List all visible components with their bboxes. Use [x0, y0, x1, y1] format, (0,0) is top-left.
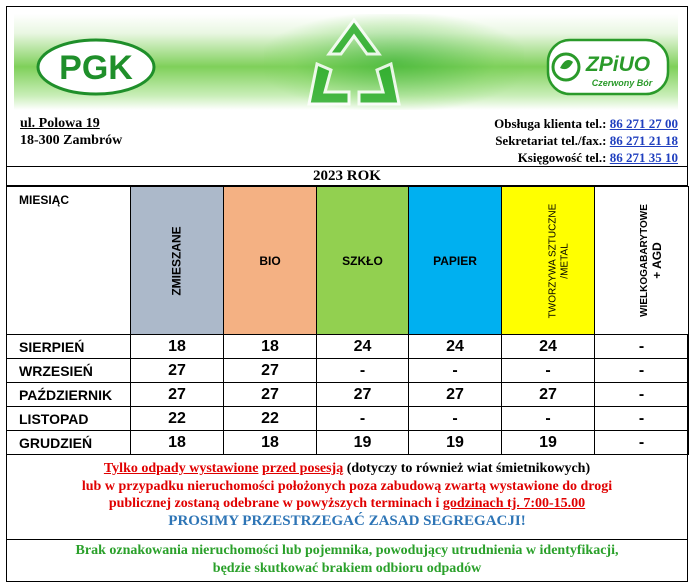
- date-cell: -: [409, 359, 502, 383]
- date-cell: -: [595, 359, 689, 383]
- table-header-row: [7, 187, 689, 335]
- header-banner: [14, 14, 678, 110]
- address-city: 18-300 Zambrów: [20, 133, 123, 148]
- date-cell: -: [409, 407, 502, 431]
- contact-accounting: [494, 149, 678, 166]
- phone-link[interactable]: 86 271 35 10: [609, 150, 678, 165]
- column-header-szklo: SZKŁO: [317, 187, 409, 335]
- schedule-title: 2023 ROK: [6, 166, 688, 186]
- phone-link[interactable]: 86 271 21 18: [609, 133, 678, 148]
- date-cell: 18: [224, 335, 317, 359]
- date-cell: -: [595, 383, 689, 407]
- date-cell: -: [502, 359, 595, 383]
- column-header-tworzywa: TWORZYWA SZTUCZNE /METAL: [502, 187, 595, 335]
- footer-line-1: Brak oznakowania nieruchomości lub pojemnika, powodujący utrudnienia w identyfikacji,: [75, 543, 619, 558]
- table-row: [7, 359, 689, 383]
- date-cell: 22: [131, 407, 224, 431]
- date-cell: 27: [317, 383, 409, 407]
- date-cell: 27: [224, 359, 317, 383]
- date-cell: 24: [409, 335, 502, 359]
- contact-label: Obsługa klienta tel.:: [494, 116, 607, 131]
- date-cell: -: [317, 407, 409, 431]
- date-cell: 27: [502, 383, 595, 407]
- date-cell: -: [317, 359, 409, 383]
- column-header-zmieszane: ZMIESZANE: [131, 187, 224, 335]
- month-cell: PAŹDZIERNIK: [7, 383, 131, 407]
- contact-customer-service: [494, 115, 678, 132]
- date-cell: 27: [224, 383, 317, 407]
- month-column-header: MIESIĄC: [7, 187, 131, 335]
- segregation-slogan: PROSIMY PRZESTRZEGAĆ ZASAD SEGREGACJI!: [168, 512, 526, 529]
- notice-line-2: lub w przypadku nieruchomości położonych poza zabudową zwartą wystawione do drogi: [81, 478, 613, 494]
- date-cell: 18: [131, 335, 224, 359]
- month-cell: SIERPIEŃ: [7, 335, 131, 359]
- zpiuo-logo: [546, 38, 670, 96]
- table-row: [7, 431, 689, 455]
- footer-warning: [6, 542, 688, 578]
- date-cell: 27: [131, 359, 224, 383]
- company-address: [20, 115, 122, 149]
- date-cell: 19: [409, 431, 502, 455]
- column-header-papier: PAPIER: [409, 187, 502, 335]
- contact-label: Sekretariat tel./fax.:: [495, 133, 607, 148]
- svg-text:Czerwony Bór: Czerwony Bór: [591, 78, 653, 88]
- month-cell: GRUDZIEŃ: [7, 431, 131, 455]
- date-cell: 27: [409, 383, 502, 407]
- contact-list: [494, 115, 678, 166]
- recycle-icon: [299, 16, 409, 108]
- date-cell: 19: [317, 431, 409, 455]
- column-header-wielkogabarytowe: WIELKOGABARYTOWE + AGD: [595, 187, 689, 335]
- column-header-bio: BIO: [224, 187, 317, 335]
- date-cell: 19: [502, 431, 595, 455]
- month-cell: LISTOPAD: [7, 407, 131, 431]
- date-cell: -: [595, 431, 689, 455]
- table-row: [7, 335, 689, 359]
- pgk-logo: [36, 38, 156, 96]
- date-cell: -: [502, 407, 595, 431]
- notice-line-3: publicznej zostaną odebrane w powyższych terminach i godzinach tj. 7:00-15.00: [108, 496, 586, 511]
- address-street: ul. Polowa 19: [20, 116, 100, 131]
- footer-line-2: będzie skutkować brakiem odbioru odpadów: [212, 561, 482, 576]
- date-cell: 24: [317, 335, 409, 359]
- date-cell: 18: [224, 431, 317, 455]
- date-cell: 22: [224, 407, 317, 431]
- date-cell: 27: [131, 383, 224, 407]
- month-cell: WRZESIEŃ: [7, 359, 131, 383]
- table-row: [7, 383, 689, 407]
- date-cell: -: [595, 407, 689, 431]
- footer-divider: [6, 539, 688, 540]
- notice-line-1: Tylko odpady wystawione przed posesją (dotyczy to również wiat śmietnikowych): [103, 461, 591, 476]
- collection-notice: [6, 460, 688, 530]
- contact-secretariat: [494, 132, 678, 149]
- date-cell: 24: [502, 335, 595, 359]
- contact-label: Księgowość tel.:: [517, 150, 607, 165]
- date-cell: -: [595, 335, 689, 359]
- date-cell: 18: [131, 431, 224, 455]
- svg-text:ZPiUO: ZPiUO: [585, 53, 651, 76]
- phone-link[interactable]: 86 271 27 00: [609, 116, 678, 131]
- table-row: [7, 407, 689, 431]
- collection-schedule-table: [6, 186, 689, 455]
- svg-text:PGK: PGK: [59, 49, 133, 87]
